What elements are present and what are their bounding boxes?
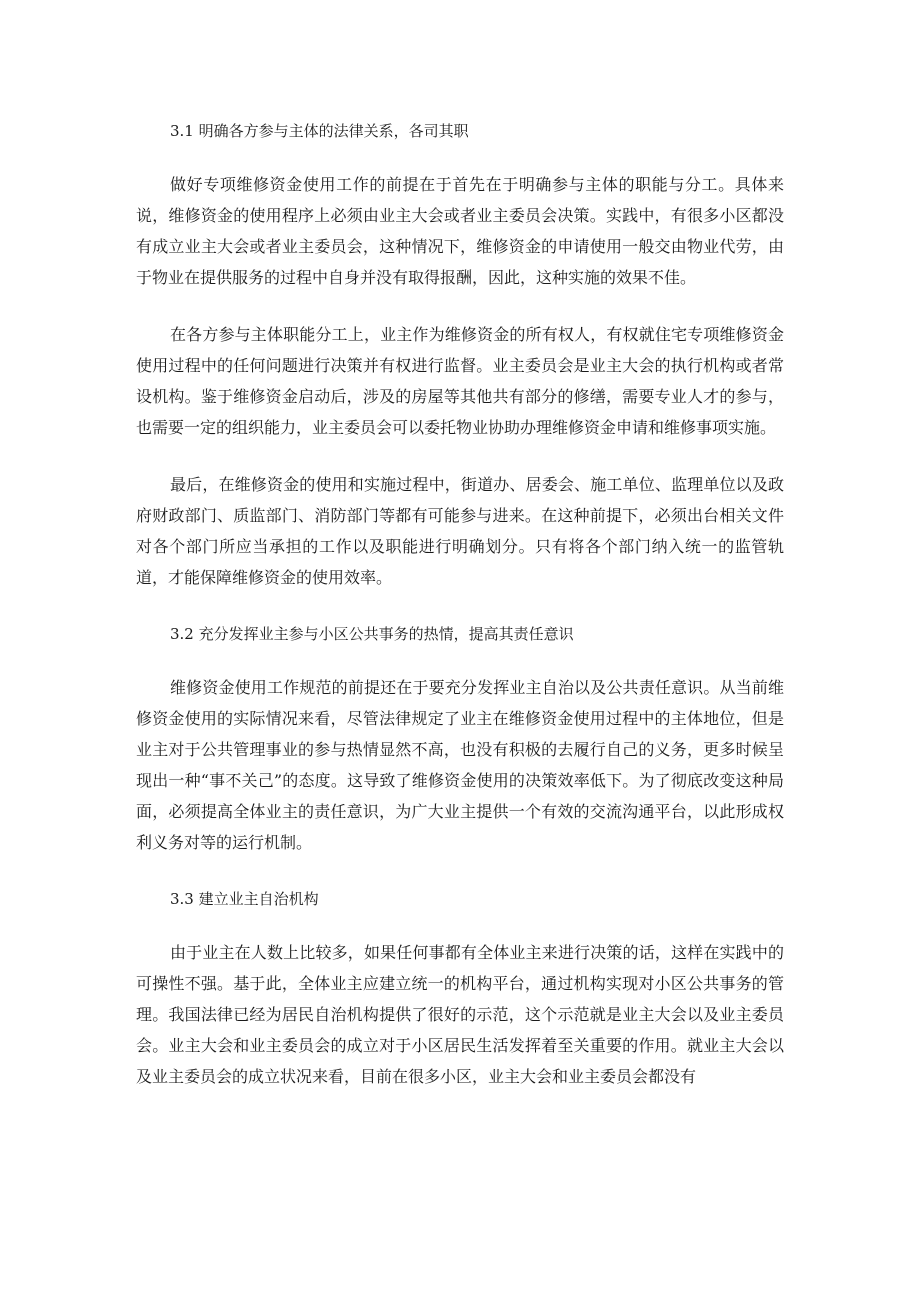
paragraph: 做好专项维修资金使用工作的前提在于首先在于明确参与主体的职能与分工。具体来说，维修资金的使用程序上必须由业主大会或者业主委员会决策。实践中，有很多小区都没有成立业主大会或者业主委员会，这种情况下，维修资金的申请使用一般交由物业代劳，由于物业在提供服务的过程中自身并没有取得报酬，因此，这种实施的效果不佳。 bbox=[136, 175, 784, 287]
section-heading-3-1: 3.1 明确各方参与主体的法律关系，各司其职 bbox=[170, 122, 469, 140]
section-heading-3-2: 3.2 充分发挥业主参与小区公共事务的热情，提高其责任意识 bbox=[170, 625, 574, 643]
section-heading-3-3: 3.3 建立业主自治机构 bbox=[170, 890, 319, 908]
paragraph: 最后，在维修资金的使用和实施过程中，街道办、居委会、施工单位、监理单位以及政府财政部门、质监部门、消防部门等都有可能参与进来。在这种前提下，必须出台相关文件对各个部门所应当承担的工作以及职能进行明确划分。只有将各个部门纳入统一的监管轨道，才能保障维修资金的使用效率。 bbox=[136, 475, 784, 587]
paragraph: 由于业主在人数上比较多，如果任何事都有全体业主来进行决策的话，这样在实践中的可操性不强。基于此，全体业主应建立统一的机构平台，通过机构实现对小区公共事务的管理。我国法律已经为居民自治机构提供了很好的示范，这个示范就是业主大会以及业主委员会。业主大会和业主委员会的成立对于小区居民生活发挥着至关重要的作用。就业主大会以及业主委员会的成立状况来看，目前在很多小区，业主大会和业主委员会都没有 bbox=[136, 943, 784, 1086]
paragraph: 维修资金使用工作规范的前提还在于要充分发挥业主自治以及公共责任意识。从当前维修资金使用的实际情况来看，尽管法律规定了业主在维修资金使用过程中的主体地位，但是业主对于公共管理事业的参与热情显然不高，也没有积极的去履行自己的义务，更多时候呈现出一种“事不关己”的态度。这导致了维修资金使用的决策效率低下。为了彻底改变这种局面，必须提高全体业主的责任意识，为广大业主提供一个有效的交流沟通平台，以此形成权利义务对等的运行机制。 bbox=[136, 678, 784, 852]
paragraph: 在各方参与主体职能分工上，业主作为维修资金的所有权人，有权就住宅专项维修资金使用过程中的任何问题进行决策并有权进行监督。业主委员会是业主大会的执行机构或者常设机构。鉴于维修资金启动后，涉及的房屋等其他共有部分的修缮，需要专业人才的参与，也需要一定的组织能力，业主委员会可以委托物业协助办理维修资金申请和维修事项实施。 bbox=[136, 325, 784, 437]
